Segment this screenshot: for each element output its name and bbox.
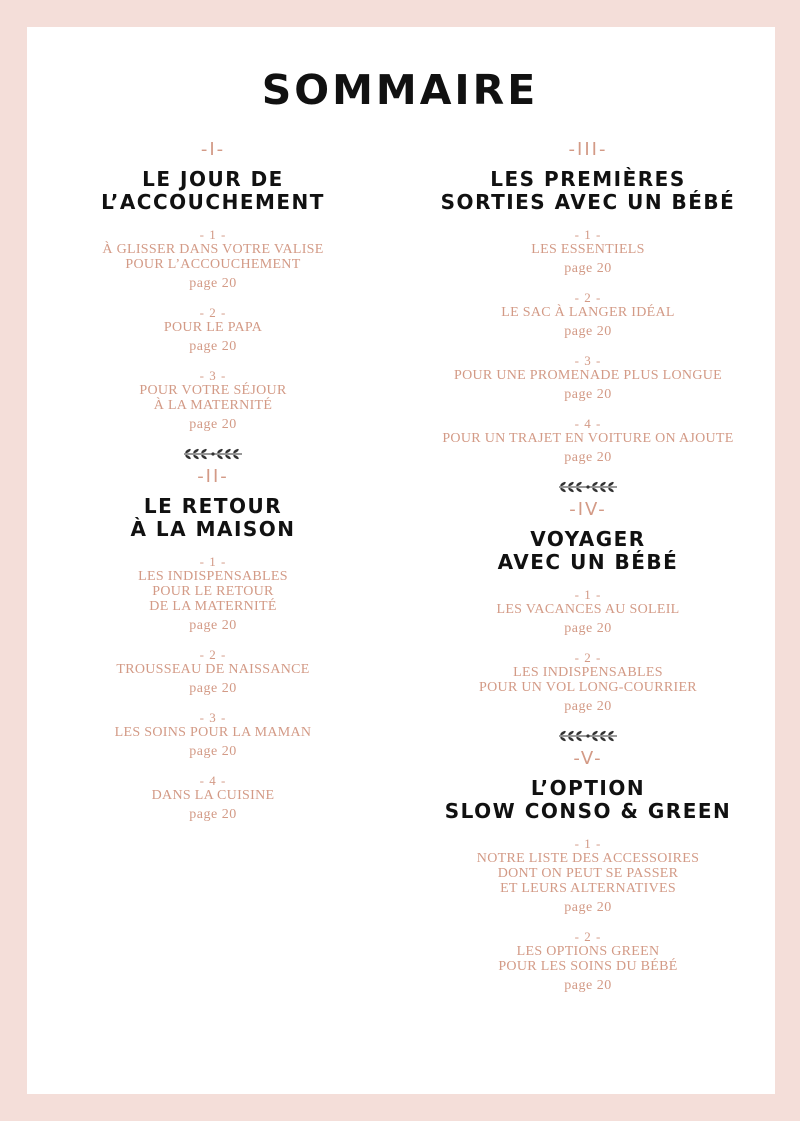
toc-entry[interactable]: [25, 773, 401, 823]
entry-label: [400, 944, 776, 974]
entry-number: - 3 -: [574, 353, 602, 368]
toc-item-list: [400, 587, 776, 715]
entry-label: [25, 569, 401, 614]
toc-entry[interactable]: [400, 290, 776, 340]
entry-number: - 1 -: [574, 836, 602, 851]
section-number: -III-: [568, 139, 608, 160]
section-title-line: VOYAGER: [530, 527, 646, 551]
entry-number: - 1 -: [574, 587, 602, 602]
page-title: SOMMAIRE: [261, 66, 539, 114]
section-title-line: À LA MAISON: [130, 517, 296, 541]
entry-label: [25, 662, 401, 677]
toc-item-list: [25, 227, 401, 433]
entry-number: - 2 -: [199, 305, 227, 320]
entry-number: - 3 -: [199, 710, 227, 725]
entry-label-line: TROUSSEAU DE NAISSANCE: [116, 662, 310, 677]
entry-number: - 4 -: [574, 416, 602, 431]
entry-page-number: page 20: [189, 744, 237, 759]
entry-page-number: page 20: [564, 699, 612, 714]
entry-label: [400, 851, 776, 896]
toc-entry[interactable]: [25, 647, 401, 697]
section-number: -IV-: [569, 499, 607, 520]
entry-label: [25, 320, 401, 335]
entry-label-line: POUR LES SOINS DU BÉBÉ: [498, 959, 678, 974]
entry-label: [25, 725, 401, 740]
section-title-line: AVEC UN BÉBÉ: [497, 550, 679, 574]
entry-label-line: LES INDISPENSABLES: [513, 665, 663, 680]
laurel-branch-icon: [400, 479, 776, 497]
entry-label-line: POUR UN TRAJET EN VOITURE ON AJOUTE: [442, 431, 734, 446]
section-title-line: SORTIES AVEC UN BÉBÉ: [440, 190, 736, 214]
entry-page-number: page 20: [189, 339, 237, 354]
entry-page-number: page 20: [564, 978, 612, 993]
entry-number: - 1 -: [199, 227, 227, 242]
entry-label-line: LES VACANCES AU SOLEIL: [496, 602, 680, 617]
entry-number: - 2 -: [574, 650, 602, 665]
toc-entry[interactable]: [25, 227, 401, 292]
entry-page-number: page 20: [189, 276, 237, 291]
toc-entry[interactable]: [400, 353, 776, 403]
section-title-line: LES PREMIÈRES: [490, 167, 686, 191]
entry-page-number: page 20: [564, 324, 612, 339]
right-column: [400, 139, 776, 1007]
toc-item-list: [25, 554, 401, 823]
entry-number: - 2 -: [199, 647, 227, 662]
entry-label-line: LES SOINS POUR LA MAMAN: [114, 725, 312, 740]
section-title-line: LE JOUR DE: [142, 167, 284, 191]
toc-entry[interactable]: [25, 554, 401, 634]
entry-label: [400, 242, 776, 257]
toc-section: [400, 139, 776, 466]
toc-entry[interactable]: [25, 305, 401, 355]
toc-section: [25, 139, 401, 433]
entry-page-number: page 20: [564, 621, 612, 636]
toc-item-list: [400, 227, 776, 466]
toc-entry[interactable]: [25, 368, 401, 433]
toc-entry[interactable]: [25, 710, 401, 760]
entry-label-line: LES ESSENTIELS: [531, 242, 645, 257]
entry-page-number: page 20: [189, 417, 237, 432]
entry-label-line: POUR LE RETOUR: [152, 584, 274, 599]
entry-page-number: page 20: [564, 450, 612, 465]
entry-label-line: NOTRE LISTE DES ACCESSOIRES: [476, 851, 700, 866]
entry-label-line: À GLISSER DANS VOTRE VALISE: [102, 242, 324, 257]
toc-entry[interactable]: [400, 227, 776, 277]
entry-label-line: POUR L’ACCOUCHEMENT: [125, 257, 301, 272]
entry-label-line: POUR VOTRE SÉJOUR: [139, 383, 287, 398]
section-title[interactable]: [400, 777, 776, 823]
entry-number: - 2 -: [574, 290, 602, 305]
section-number: -II-: [197, 466, 229, 487]
entry-label-line: LES OPTIONS GREEN: [516, 944, 660, 959]
entry-label-line: POUR UNE PROMENADE PLUS LONGUE: [453, 368, 722, 383]
toc-entry[interactable]: [400, 416, 776, 466]
toc-entry[interactable]: [400, 929, 776, 994]
entry-page-number: page 20: [564, 387, 612, 402]
toc-section: [25, 466, 401, 823]
section-number: -I-: [200, 139, 226, 160]
entry-number: - 2 -: [574, 929, 602, 944]
entry-page-number: page 20: [564, 900, 612, 915]
entry-number: - 4 -: [199, 773, 227, 788]
entry-label-line: DONT ON PEUT SE PASSER: [497, 866, 679, 881]
entry-label: [25, 383, 401, 413]
section-title-line: L’ACCOUCHEMENT: [101, 190, 325, 214]
left-column: [25, 139, 401, 836]
entry-label: [400, 431, 776, 446]
entry-label-line: POUR LE PAPA: [163, 320, 263, 335]
entry-label-line: À LA MATERNITÉ: [153, 398, 273, 413]
section-title-line: L’OPTION: [530, 776, 646, 800]
section-title[interactable]: [400, 168, 776, 214]
toc-entry[interactable]: [400, 836, 776, 916]
entry-number: - 3 -: [199, 368, 227, 383]
toc-entry[interactable]: [400, 587, 776, 637]
toc-entry[interactable]: [400, 650, 776, 715]
entry-label-line: POUR UN VOL LONG-COURRIER: [479, 680, 697, 695]
section-title[interactable]: [25, 495, 401, 541]
laurel-branch-icon: [25, 446, 401, 464]
entry-label-line: DANS LA CUISINE: [151, 788, 275, 803]
section-title-line: SLOW CONSO & GREEN: [444, 799, 732, 823]
entry-label-line: LE SAC À LANGER IDÉAL: [501, 305, 675, 320]
entry-label: [400, 665, 776, 695]
entry-number: - 1 -: [199, 554, 227, 569]
section-title[interactable]: [25, 168, 401, 214]
entry-label-line: DE LA MATERNITÉ: [149, 599, 277, 614]
entry-number: - 1 -: [574, 227, 602, 242]
entry-label: [25, 788, 401, 803]
entry-page-number: page 20: [189, 807, 237, 822]
section-number: -V-: [573, 748, 603, 769]
entry-label: [25, 242, 401, 272]
entry-page-number: page 20: [189, 681, 237, 696]
entry-page-number: page 20: [564, 261, 612, 276]
toc-section: [400, 748, 776, 994]
entry-page-number: page 20: [189, 618, 237, 633]
entry-label: [400, 368, 776, 383]
entry-label-line: LES INDISPENSABLES: [138, 569, 288, 584]
toc-item-list: [400, 836, 776, 994]
toc-section: [400, 499, 776, 715]
entry-label: [400, 305, 776, 320]
entry-label-line: ET LEURS ALTERNATIVES: [500, 881, 676, 896]
section-title[interactable]: [400, 528, 776, 574]
laurel-branch-icon: [400, 728, 776, 746]
section-title-line: LE RETOUR: [143, 494, 283, 518]
entry-label: [400, 602, 776, 617]
